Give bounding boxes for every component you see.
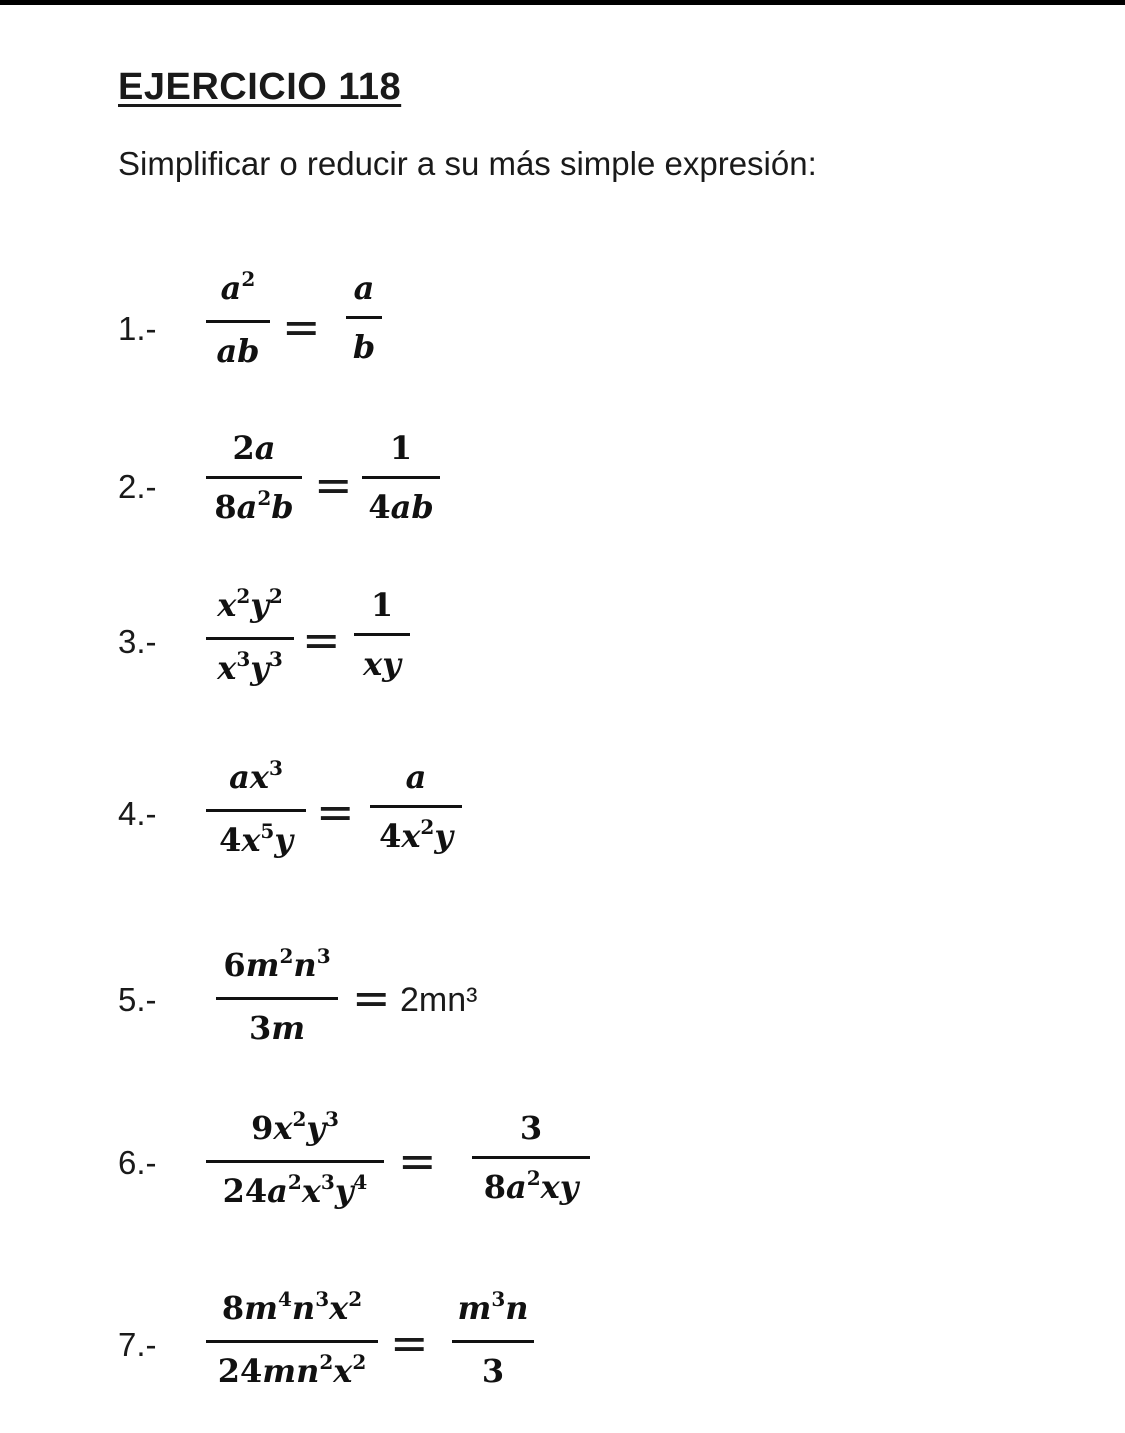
problem-number: 2.-	[118, 468, 157, 505]
fraction-left: $a^2$ ab	[206, 268, 270, 371]
problem-7	[0, 1288, 1125, 1408]
instruction-text: Simplificar o reducir a su más simple expresión:	[118, 145, 817, 182]
problem-number: 1.-	[118, 310, 157, 347]
equals-sign: =	[390, 1316, 429, 1370]
fraction-left: 2a $8a^2b$	[206, 428, 302, 531]
problem-5	[0, 945, 1125, 1065]
fraction-left: $8m^4n^3x^2$ $24mn^2x^2$	[206, 1288, 378, 1395]
problem-3	[0, 585, 1125, 705]
problem-number: 5.-	[118, 981, 157, 1018]
equals-sign: =	[282, 300, 321, 354]
fraction-right: a $4x^2y$	[370, 757, 462, 860]
top-border	[0, 0, 1125, 5]
equals-sign: =	[314, 458, 353, 512]
equals-sign: =	[302, 613, 341, 667]
problem-6	[0, 1108, 1125, 1228]
equals-sign: =	[398, 1134, 437, 1188]
fraction-left: $ax^3$ $4x^5y$	[206, 757, 306, 864]
problem-number: 6.-	[118, 1144, 157, 1181]
fraction-left: $6m^2n^3$ 3m	[216, 945, 338, 1048]
exercise-title: EJERCICIO 118	[118, 66, 402, 108]
problem-4	[0, 757, 1125, 877]
result-text: 2mn³	[400, 981, 478, 1019]
problem-number: 4.-	[118, 795, 157, 832]
problem-2	[0, 428, 1125, 548]
problem-number: 7.-	[118, 1326, 157, 1363]
problem-number: 3.-	[118, 623, 157, 660]
problem-1	[0, 268, 1125, 388]
fraction-right: $m^3n$ 3	[452, 1288, 534, 1391]
equals-sign: =	[316, 785, 355, 839]
fraction-right: a b	[346, 268, 382, 367]
equals-sign: =	[352, 971, 391, 1025]
fraction-right: 1 xy	[354, 585, 410, 684]
fraction-left: $x^2y^2$ $x^3y^3$	[206, 585, 294, 692]
fraction-right: 3 $8a^2xy$	[472, 1108, 590, 1211]
fraction-left: $9x^2y^3$ $24a^2x^3y^4$	[206, 1108, 384, 1215]
fraction-right: 1 4ab	[362, 428, 440, 527]
